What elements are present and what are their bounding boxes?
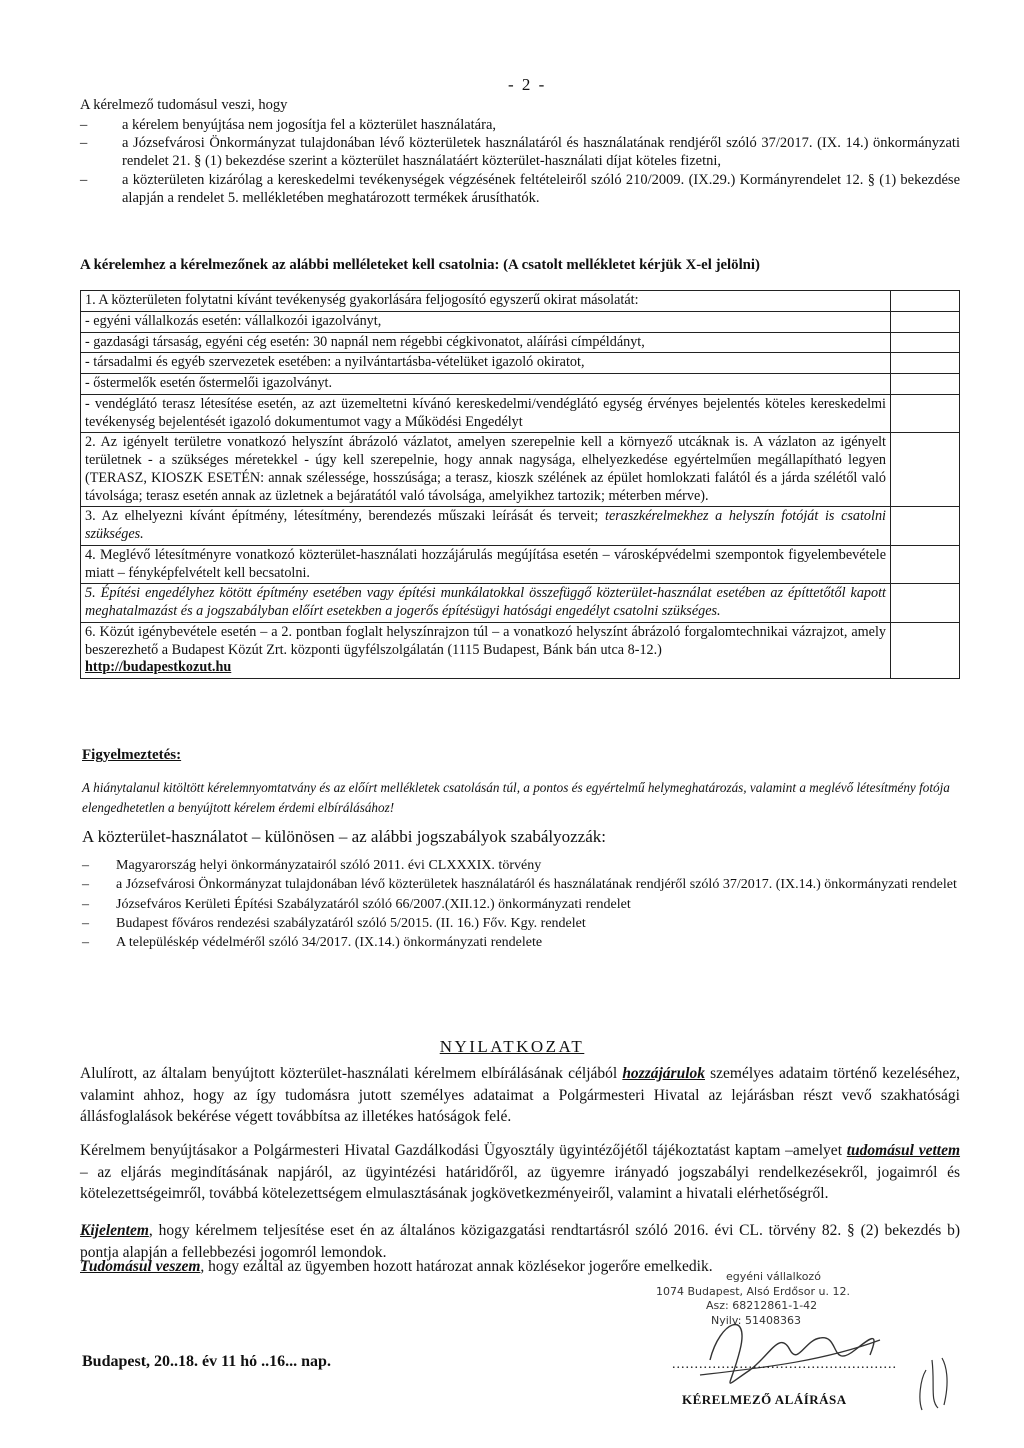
date-line: Budapest, 20..18. év 11 hó ..16... nap. — [82, 1353, 331, 1370]
list-item: – a Józsefvárosi Önkormányzat tulajdonában lévő közterületek használatáról és használatának rendjéről szóló 37/2017. (IX. 14.) önkormányzati rendelet 21. § (1) bekezdése szerint a közterület használatáért közterület-használati díjat köteles fizetni, — [80, 135, 960, 170]
list-item: – Józsefváros Kerületi Építési Szabályzatáról szóló 66/2007.(XII.12.) önkormányzati rendelet — [82, 896, 631, 912]
attachments-table — [80, 290, 960, 679]
table-cell: - vendéglátó terasz létesítése esetén, az azt üzemeltetni kívánó kereskedelmi/vendéglátó egység érvényes bejelentés köteles kereskedelmi tevékenység bejelentését igazoló dokumentumot vagy a Működési Engedélyt — [81, 394, 891, 433]
table-cell: - gazdasági társaság, egyéni cég esetén: 30 napnál nem régebbi cégkivonatot, aláírási címpéldányt, — [81, 332, 891, 353]
table-cell: 1. A közterületen folytatni kívánt tevékenység gyakorlására feljogosító egyszerű okirat másolatát: — [81, 291, 891, 312]
table-row — [81, 584, 960, 623]
warning-text: A hiánytalanul kitöltött kérelemnyomtatvány és az előírt mellékletek csatolásán túl, a pontos és egyértelmű helymeghatározás, valamint a meglévő létesítmény fotója elengedhetetlen a benyújtott kérelem érdemi elbírálásához! — [82, 780, 950, 816]
declaration-paragraph-2: Kérelmem benyújtásakor a Polgármesteri Hivatal Gazdálkodási Ügyosztály ügyintézőjétől tájékoztatást kaptam –amelyet tudomásul vettem – az eljárás megindításának napjáról, az ügyintézési határidőről, az ügyemre irányadó jogszabályi rendelkezésekről, jogaimról és kötelezettségeimről, továbbá kötelezettségem elmulasztásának jogkövetkezményeiről, valamint a hivatali elérhetőségről. — [80, 1142, 961, 1203]
business-stamp: egyéni vállalkozó 1074 Budapest, Alsó Erdősor u. 12. Asz: 68212861-1-42 Nyilv: 51408363 — [656, 1270, 850, 1327]
laws-list — [82, 856, 962, 953]
checkbox-cell[interactable] — [891, 433, 960, 507]
checkbox-cell[interactable] — [891, 374, 960, 395]
checkbox-cell[interactable] — [891, 311, 960, 332]
table-row — [81, 622, 960, 678]
table-row — [81, 507, 960, 546]
table-cell: - egyéni vállalkozás esetén: vállalkozói igazolványt, — [81, 311, 891, 332]
table-row — [81, 374, 960, 395]
checkbox-cell[interactable] — [891, 622, 960, 678]
checkbox-cell[interactable] — [891, 291, 960, 312]
budapest-kozut-link[interactable]: http://budapestkozut.hu — [85, 659, 232, 676]
signature-label: KÉRELMEZŐ ALÁÍRÁSA — [682, 1392, 847, 1407]
table-cell: 4. Meglévő létesítményre vonatkozó közterület-használati hozzájárulás megújítása esetén – városképvédelmi szempontok figyelembevétele miatt – fényképfelvételt kell becsatolni. — [81, 545, 891, 584]
list-item: – Magyarország helyi önkormányzatairól szóló 2011. évi CLXXXIX. törvény — [82, 858, 542, 873]
table-cell: - őstermelők esetén őstermelői igazolványt. — [81, 374, 891, 395]
laws-intro: A közterület-használatot – különösen – az alábbi jogszabályok szabályozzák: — [82, 827, 606, 846]
attachments-heading: A kérelemhez a kérelmezőnek az alábbi melléleteket kell csatolnia: (A csatolt mellékletet kérjük X-el jelölni) — [80, 257, 760, 273]
table-cell: 2. Az igényelt területre vonatkozó helyszínt ábrázoló vázlatot, amelyen szerepelnie kell a környező utcáknak is. A vázlaton az igényelt területnek - a szükséges méretekkel - úgy kell szerepelnie, hogy annak nagysága, elhelyezkedése egyértelműen megállapítható legyen (TERASZ, KIOSZK ESETÉN: annak szélessége, hosszúsága; a terasz, kioszk szélének az épület homlokzati falától és a járda szélétől való távolsága; terasz esetén annak az üzletnek a bejáratától való távolsága, amelyikhez tartozik; méterben mérve). — [81, 433, 891, 507]
table-row — [81, 545, 960, 584]
checkbox-cell[interactable] — [891, 353, 960, 374]
intro-lead: A kérelmező tudomásul veszi, hogy — [80, 97, 288, 113]
signature-line: .................................................. — [672, 1357, 897, 1372]
checkbox-cell[interactable] — [891, 507, 960, 546]
table-cell: 5. Építési engedélyhez kötött építmény esetében vagy építési munkálatokkal összefüggő közterület-használat esetében az építtetőtől kapott meghatalmazást és a jogszabályban előírt esetekben a jogerős építésügyi hatósági engedélyt csatolni szükséges. — [81, 584, 891, 623]
list-item: – A településkép védelméről szóló 34/2017. (IX.14.) önkormányzati rendelete — [82, 935, 543, 951]
checkbox-cell[interactable] — [891, 332, 960, 353]
list-item: – a közterületen kizárólag a kereskedelmi tevékenységek végzésének feltételeiről szóló 210/2009. (IX.29.) Kormányrendelet 12. § (1) bekezdése alapján a rendelet 5. mellékletében meghatározott termékek árusíthatók. — [80, 171, 960, 206]
declaration-paragraph-3: Kijelentem, hogy kérelmem teljesítése eset én az általános közigazgatási rendtartásról szóló 2016. évi CL. törvény 82. § (2) bekezdés b) pontja alapján a fellebbezési jogomról lemondok. — [80, 1222, 960, 1261]
table-cell: 6. Közút igénybevétele esetén – a 2. pontban foglalt helyszínrajzon túl – a vonatkozó helyszínt ábrázoló forgalomtechnikai vázrajzot, amely beszerezhető a Budapest Közút Zrt. központi ügyfélszolgálatán (1115 Budapest, Bánk bán utca 8-12.) http://budapestkozut.hu — [81, 622, 891, 678]
declaration-paragraph-1: Alulírott, az általam benyújtott közterület-használati kérelmem elbírálásának céljából hozzájárulok személyes adataim történő kezeléséhez, valamint ahhoz, hogy az így tudomásra jutott személyes adataimat a Polgármesteri Hivatal az lejárásban részt vevő szakhatósági állásfoglalások bekérése végett továbbítsa az illetékes hatóságok felé. — [80, 1065, 961, 1126]
table-row — [81, 433, 960, 507]
checkbox-cell[interactable] — [891, 394, 960, 433]
declaration-paragraph-4: Tudomásul veszem, hogy ezáltal az ügyemben hozott határozat annak közlésekor jogerőre emelkedik. — [80, 1258, 713, 1275]
intro-section — [80, 96, 960, 207]
list-item: – Budapest főváros rendezési szabályzatáról szóló 5/2015. (II. 16.) Főv. Kgy. rendelet — [82, 915, 586, 931]
table-cell: - társadalmi és egyéb szervezetek esetében: a nyilvántartásba-vételüket igazoló okiratot, — [81, 353, 891, 374]
intro-list — [80, 116, 960, 207]
table-row — [81, 311, 960, 332]
table-cell: 3. Az elhelyezni kívánt építmény, létesítmény, berendezés műszaki leírását és terveit; teraszkérelmekhez a helyszín fotóját is csatolni szükséges. — [81, 507, 891, 546]
checkbox-cell[interactable] — [891, 545, 960, 584]
checkbox-cell[interactable] — [891, 584, 960, 623]
table-row — [81, 332, 960, 353]
list-item: – a kérelem benyújtása nem jogosítja fel a közterület használatára, — [80, 117, 497, 134]
list-item: – a Józsefvárosi Önkormányzat tulajdonában lévő közterületek használatáról és használatának rendjéről szóló 37/2017. (IX.14.) önkormányzati rendelet — [82, 877, 957, 893]
declaration-title: NYILATKOZAT — [439, 1037, 585, 1056]
table-row — [81, 394, 960, 433]
page-number: - 2 - — [508, 75, 547, 94]
table-row — [81, 291, 960, 312]
table-row — [81, 353, 960, 374]
warning-title: Figyelmeztetés: — [82, 747, 182, 763]
